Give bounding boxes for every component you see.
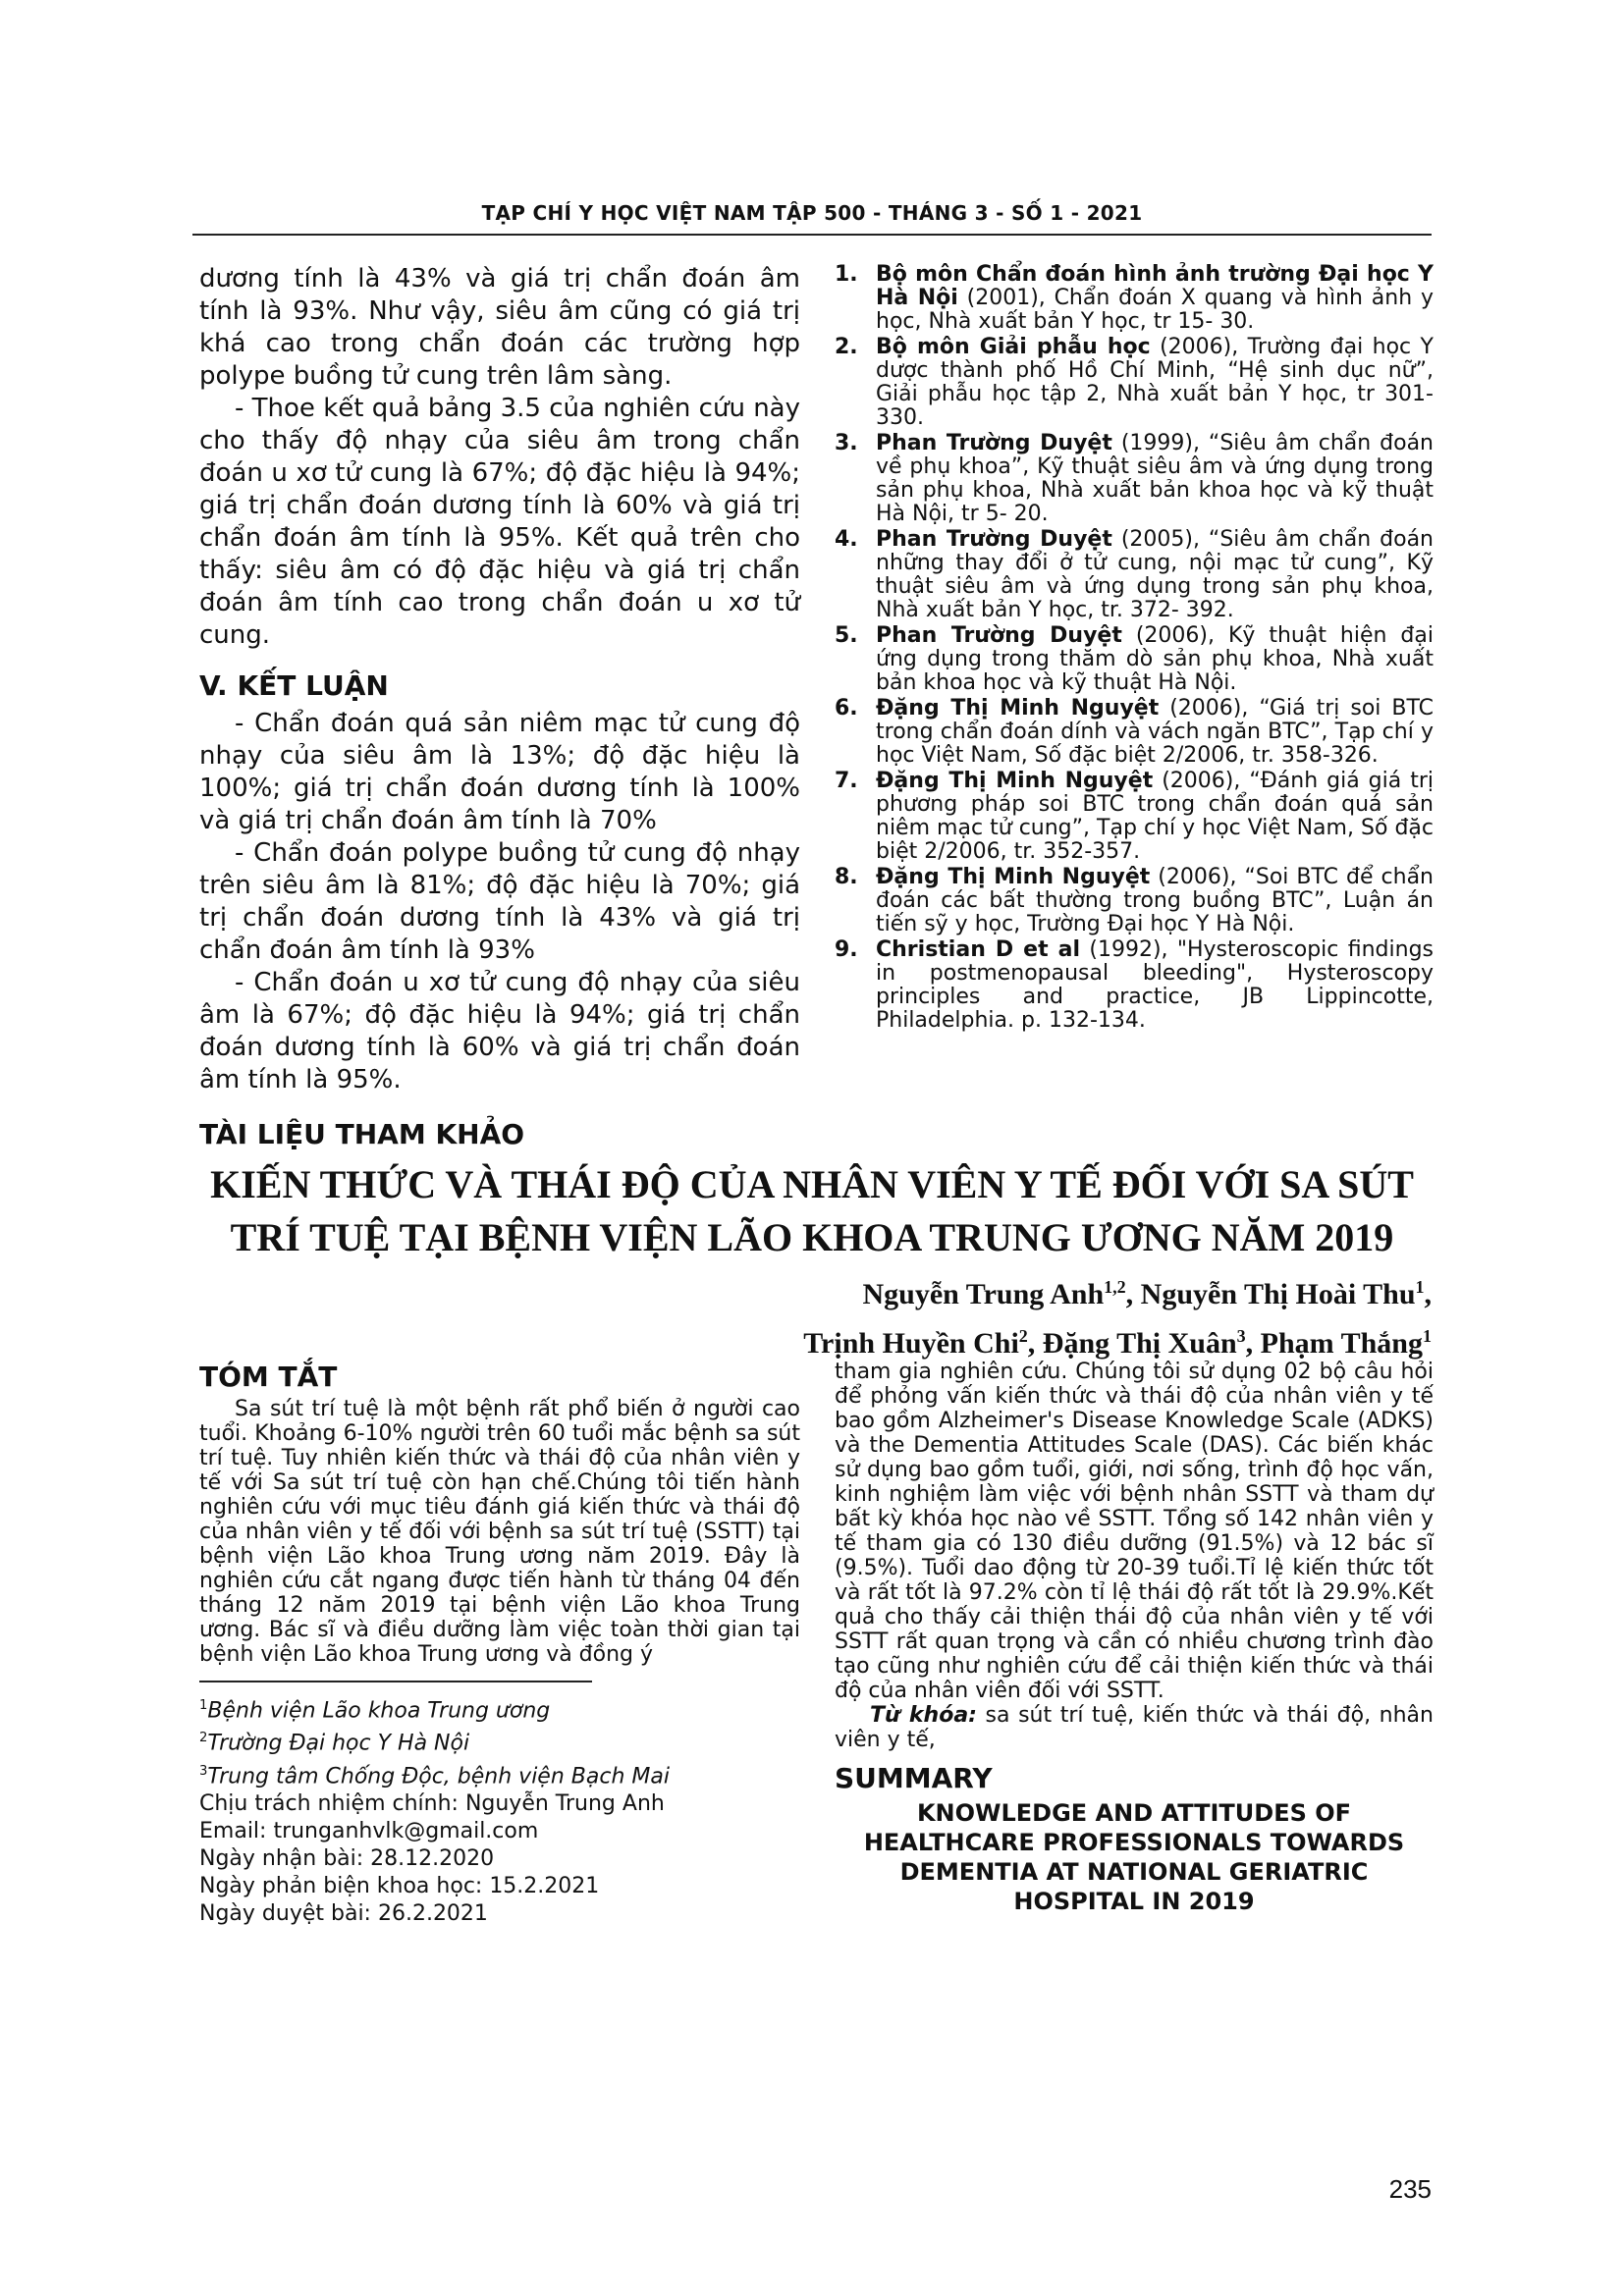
left-column-top <box>199 263 800 1156</box>
section-heading-references: TÀI LIỆU THAM KHẢO <box>199 1118 525 1150</box>
journal-header: TẠP CHÍ Y HỌC VIỆT NAM TẬP 500 - THÁNG 3 - SỐ 1 - 2021 <box>481 201 1143 225</box>
footnotes: $^1$Bệnh viện Lão khoa Trung ương $^2$Trường Đại học Y Hà Nội $^3$Trung tâm Chống Độc, bệnh viện Bạch Mai Chịu trách nhiệm chính: Nguyễn Trung Anh Email: trunganhvlk@gmail.com Ngày nhận bài: 28.12.2020 Ngày phản biện khoa học: 15.2.2021 Ngày duyệt bài: 26.2.2021 <box>199 1692 800 1928</box>
abstract-text: Sa sút trí tuệ là một bệnh rất phổ biến ở người cao tuổi. Khoảng 6-10% người trên 60 tuổi mắc bệnh sa sút trí tuệ. Tuy nhiên kiến thức và thái độ của nhân viên y tế với Sa sút trí tuệ còn hạn chế.Chúng tôi tiến hành nghiên cứu với mục tiêu đánh giá kiến thức và thái độ của nhân viên y tế đối với bệnh sa sút trí tuệ (SSTT) tại bệnh viện Lão khoa Trung ương năm 2019. Đây là nghiên cứu cắt ngang được tiến hành từ tháng 04 đến tháng 12 năm 2019 tại bệnh viện Lão khoa Trung ương. Bác sĩ và điều dưỡng làm việc toàn thời gian tại bệnh viện Lão khoa Trung ương và đồng ý <box>199 1397 800 1667</box>
reference-item: 3. Phan Trường Duyệt (1999), “Siêu âm chẩn đoán về phụ khoa”, Kỹ thuật siêu âm và ứng dụng trong sản phụ khoa, Nhà xuất bản khoa học và kỹ thuật Hà Nội, tr 5- 20. <box>835 431 1434 526</box>
conclusion-item: - Chẩn đoán polype buồng tử cung độ nhạy trên siêu âm là 81%; độ đặc hiệu là 70%; giá trị chẩn đoán dương tính là 43% và giá trị chẩn đoán âm tính là 93% <box>199 838 800 965</box>
footnote-rule <box>199 1681 592 1682</box>
abstract-text: tham gia nghiên cứu. Chúng tôi sử dụng 02 bộ câu hỏi để phỏng vấn kiến thức và thái độ của nhân viên y tế bao gồm Alzheimer's Disease Knowledge Scale (ADKS) và the Dementia Attitudes Scale (DAS). Các biến khác sử dụng bao gồm tuổi, giới, nơi sống, trình độ học vấn, kinh nghiệm làm việc với bệnh nhân SSTT và tham dự bất kỳ khóa học nào về SSTT. Tổng số 142 nhân viên y tế tham gia có 130 điều dưỡng (91.5%) và 12 bác sĩ (9.5%). Tuổi dao động từ 20-39 tuổi.Tỉ lệ kiến thức tốt và rất tốt là 97.2% còn tỉ lệ thái độ rất tốt là 29.9%.Kết quả cho thấy cải thiện thái độ của nhân viên y tế với SSTT rất quan trọng và cần có nhiều chương trình đào tạo cũng như nghiên cứu để cải thiện kiến thức và thái độ của nhân viên đối với SSTT. <box>835 1360 1434 1703</box>
article-title-line: KIẾN THỨC VÀ THÁI ĐỘ CỦA NHÂN VIÊN Y TẾ ĐỐI VỚI SA SÚT <box>210 1162 1414 1206</box>
summary-heading: SUMMARY <box>835 1762 993 1794</box>
page-number: 235 <box>1388 2174 1432 2204</box>
abstract-right-column <box>835 1360 1434 1916</box>
reference-item: 1. Bộ môn Chẩn đoán hình ảnh trường Đại học Y Hà Nội (2001), Chẩn đoán X quang và hình ảnh y học, Nhà xuất bản Y học, tr 15- 30. <box>835 262 1435 334</box>
author: Trịnh Huyền Chi <box>803 1327 1019 1360</box>
reference-item: 5. Phan Trường Duyệt (2006), Kỹ thuật hiện đại ứng dụng trong thăm dò sản phụ khoa, Nhà xuất bản khoa học và kỹ thuật Hà Nội. <box>835 623 1434 695</box>
author: , Đặng Thị Xuân <box>1027 1327 1237 1360</box>
paragraph: dương tính là 43% và giá trị chẩn đoán âm tính là 93%. Như vậy, siêu âm cũng có giá trị khá cao trong chẩn đoán các trường hợp polype buồng tử cung trên lâm sàng. <box>199 264 800 391</box>
conclusion-item: - Chẩn đoán u xơ tử cung độ nhạy của siêu âm là 67%; độ đặc hiệu là 94%; giá trị chẩn đoán dương tính là 60% và giá trị chẩn đoán âm tính là 95%. <box>199 968 800 1095</box>
email: Email: trunganhvlk@gmail.com <box>199 1818 539 1843</box>
reference-item: 8. Đặng Thị Minh Nguyệt (2006), “Soi BTC để chẩn đoán các bất thường trong buồng BTC”, Luận án tiến sỹ y học, Trường Đại học Y Hà Nội. <box>835 865 1434 936</box>
abstract-left-column <box>199 1361 800 1928</box>
reference-item: 4. Phan Trường Duyệt (2005), “Siêu âm chẩn đoán những thay đổi ở tử cung, nội mạc tử cung”, Kỹ thuật siêu âm và ứng dụng trong sản phụ khoa, Nhà xuất bản Y học, tr. 372- 392. <box>835 527 1434 622</box>
keywords: Từ khóa: sa sút trí tuệ, kiến thức và thái độ, nhân viên y tế, <box>835 1703 1434 1752</box>
article-title-line: TRÍ TUỆ TẠI BỆNH VIỆN LÃO KHOA TRUNG ƯƠNG NĂM 2019 <box>230 1215 1394 1259</box>
author-list: Nguyễn Trung Anh$^{1,2}$, Nguyễn Thị Hoài Thu$^1$, Trịnh Huyền Chi$^2$, Đặng Thị Xuân$^3$, Phạm Thắng$^1$ <box>803 1277 1432 1360</box>
english-title: KNOWLEDGE AND ATTITUDES OF HEALTHCARE PROFESSIONALS TOWARDS DEMENTIA AT NATIONAL GERIATRIC HOSPITAL IN 2019 <box>863 1799 1405 1915</box>
affiliation: Trung tâm Chống Độc, bệnh viện Bạch Mai <box>207 1763 670 1789</box>
date-accepted: Ngày duyệt bài: 26.2.2021 <box>199 1900 488 1926</box>
author: , Nguyễn Thị Hoài Thu <box>1125 1278 1416 1310</box>
affiliation: Trường Đại học Y Hà Nội <box>207 1731 470 1756</box>
paragraph: - Thoe kết quả bảng 3.5 của nghiên cứu này cho thấy độ nhạy của siêu âm trong chẩn đoán u xơ tử cung là 67%; độ đặc hiệu là 94%; giá trị chẩn đoán dương tính là 60% và giá trị chẩn đoán âm tính là 95%. Kết quả trên cho thấy: siêu âm có độ đặc hiệu và giá trị chẩn đoán âm tính cao trong chẩn đoán u xơ tử cung. <box>199 394 800 650</box>
affiliation: Bệnh viện Lão khoa Trung ương <box>207 1698 551 1724</box>
date-reviewed: Ngày phản biện khoa học: 15.2.2021 <box>199 1873 600 1898</box>
article-title <box>192 1158 1432 1264</box>
reference-item: 9. Christian D et al (1992), "Hysteroscopic findings in postmenopausal bleeding", Hysteroscopy principles and practice, JB Lippincotte, Philadelphia. p. 132-134. <box>835 937 1434 1033</box>
conclusion-item: - Chẩn đoán quá sản niêm mạc tử cung độ nhạy của siêu âm là 13%; độ đặc hiệu là 100%; giá trị chẩn đoán dương tính là 100% và giá trị chẩn đoán âm tính là 70% <box>199 709 800 835</box>
reference-item: 2. Bộ môn Giải phẫu học (2006), Trường đại học Y dược thành phố Hồ Chí Minh, “Hệ sinh dục nữ”, Giải phẫu học tập 2, Nhà xuất bản Y học, tr 301- 330. <box>835 335 1434 430</box>
author: , Phạm Thắng <box>1245 1327 1423 1360</box>
abstract-heading: TÓM TẮT <box>199 1361 338 1393</box>
reference-item: 6. Đặng Thị Minh Nguyệt (2006), “Giá trị soi BTC trong chẩn đoán dính và vách ngăn BTC”, Tạp chí y học Việt Nam, Số đặc biệt 2/2006, tr. 358-326. <box>835 696 1434 768</box>
header-rule <box>192 234 1432 236</box>
date-received: Ngày nhận bài: 28.12.2020 <box>199 1845 495 1871</box>
corresponding-author: Chịu trách nhiệm chính: Nguyễn Trung Anh <box>199 1790 665 1816</box>
author: Nguyễn Trung Anh <box>862 1278 1105 1310</box>
section-heading-conclusion: V. KẾT LUẬN <box>199 669 389 702</box>
reference-item: 7. Đặng Thị Minh Nguyệt (2006), “Đánh giá giá trị phương pháp soi BTC trong chẩn đoán quá sản niêm mạc tử cung”, Tạp chí y học Việt Nam, Số đặc biệt 2/2006, tr. 352-357. <box>835 769 1434 864</box>
reference-list <box>835 263 1434 1035</box>
